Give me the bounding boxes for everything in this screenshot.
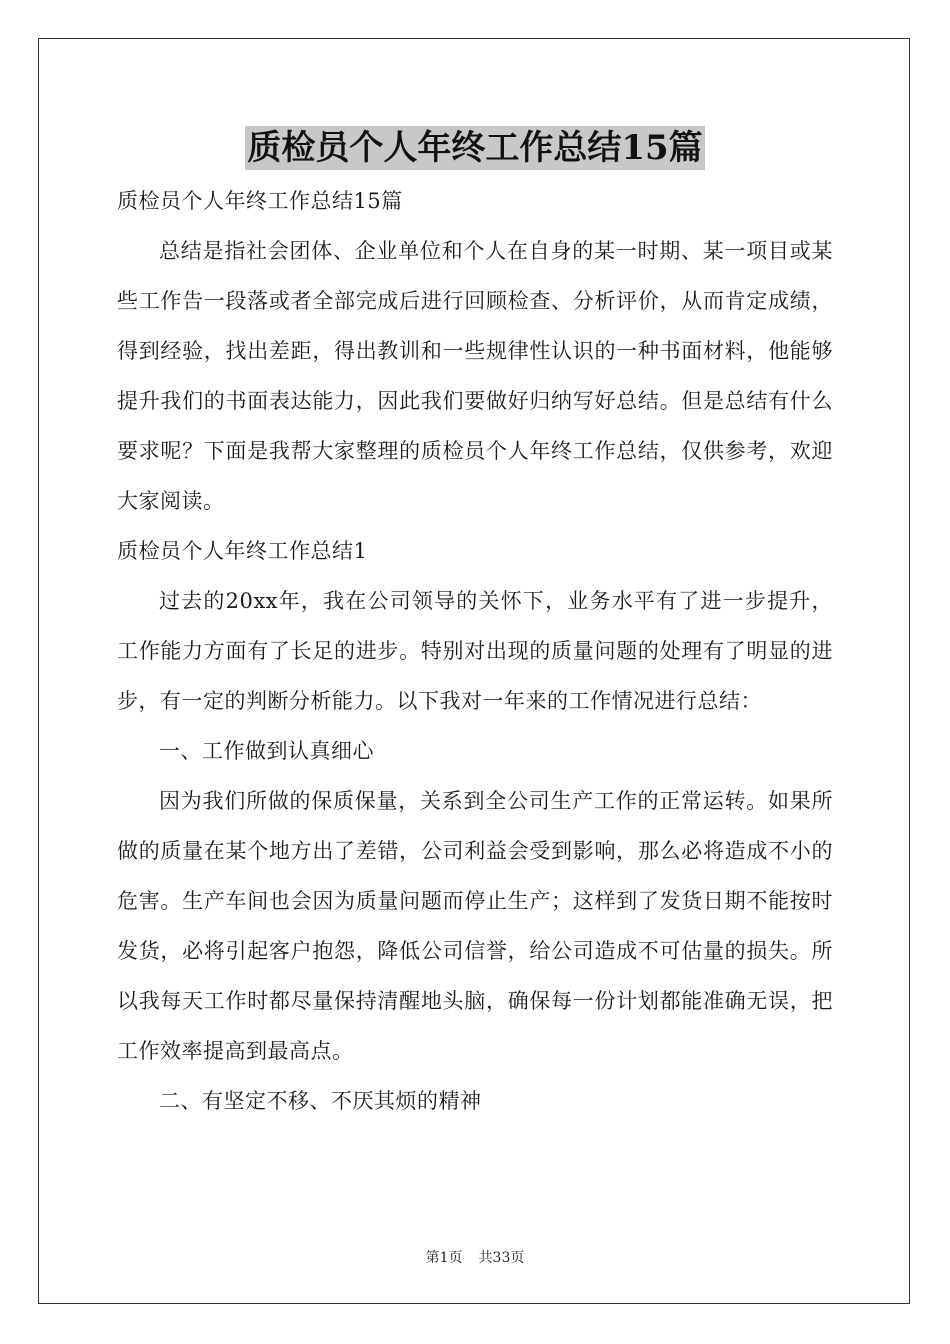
body-paragraph: 因为我们所做的保质保量，关系到全公司生产工作的正常运转。如果所做的质量在某个地方出了差错，公司利益会受到影响，那么必将造成不小的危害。生产车间也会因为质量问题而停止生产；这样到了发货日期不能按时发货，必将引起客户抱怨，降低公司信誉，给公司造成不可估量的损失。所以我每天工作时都尽量保持清醒地头脑，确保每一份计划都能准确无误，把工作效率提高到最高点。 [117, 789, 833, 1063]
page-number: 第1页 [425, 1250, 463, 1266]
document-body [117, 176, 833, 1126]
page-total: 共33页 [478, 1250, 525, 1266]
subtitle-paragraph: 质检员个人年终工作总结15篇 [117, 189, 403, 213]
document-title: 质检员个人年终工作总结15篇 [247, 128, 703, 168]
section-heading: 质检员个人年终工作总结1 [117, 539, 368, 563]
title-container [0, 126, 950, 170]
intro-paragraph: 总结是指社会团体、企业单位和个人在自身的某一时期、某一项目或某些工作告一段落或者全部完成后进行回顾检查、分析评价，从而肯定成绩，得到经验，找出差距，得出教训和一些规律性认识的一种书面材料，他能够提升我们的书面表达能力，因此我们要做好归纳写好总结。但是总结有什么要求呢？下面是我帮大家整理的质检员个人年终工作总结，仅供参考，欢迎大家阅读。 [117, 239, 833, 513]
point-heading: 二、有坚定不移、不厌其烦的精神 [159, 1089, 482, 1113]
body-paragraph: 过去的20xx年，我在公司领导的关怀下，业务水平有了进一步提升，工作能力方面有了长足的进步。特别对出现的质量问题的处理有了明显的进步，有一定的判断分析能力。以下我对一年来的工作情况进行总结： [117, 589, 833, 713]
point-heading: 一、工作做到认真细心 [159, 739, 374, 763]
page-footer [0, 1247, 950, 1267]
